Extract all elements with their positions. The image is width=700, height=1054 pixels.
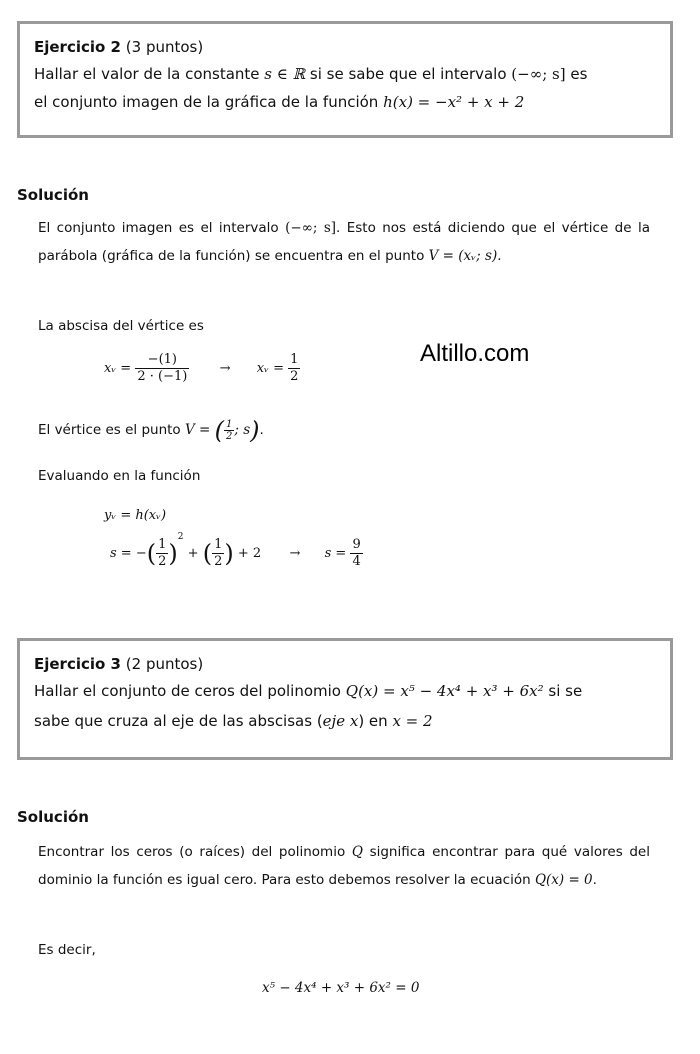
math: + [187, 546, 199, 561]
math-interval: (−∞; s] [511, 65, 566, 83]
denominator: 2 [290, 369, 299, 384]
arrow: → [289, 546, 301, 561]
solution-1-paragraph-4: Evaluando en la función [38, 468, 201, 484]
equation-s: s = −( $\frac{1}{2}$ )$^2$ + ( $\frac{1}{2}$ ) + 2 → s = $\frac{9}{4}$ [110, 532, 361, 569]
math-function: h(x) = −x² + x + 2 [383, 93, 525, 111]
watermark-logo: Altillo.com [420, 340, 530, 367]
denominator: 4 [352, 554, 361, 569]
text: El conjunto imagen es el intervalo [38, 220, 286, 236]
numerator: 9 [352, 537, 361, 552]
equation-polynomial: x⁵ − 4x⁴ + x³ + 6x² = 0 [262, 980, 420, 996]
exercise-2-title [34, 36, 656, 58]
solution-2-paragraph-2: Es decir, [38, 942, 96, 958]
equation-yv: yᵥ = h(xᵥ) [104, 508, 167, 523]
exercise-points: (2 puntos) [125, 655, 204, 673]
math-eje-x: eje x [322, 712, 359, 730]
text: si se sabe que el intervalo [305, 65, 512, 83]
math-interval: (−∞; s] [285, 220, 337, 236]
math: s = − [110, 546, 147, 561]
math-q-equation: Q(x) = 0 [534, 872, 593, 888]
math: s = [324, 546, 347, 561]
fraction [288, 352, 300, 385]
text: si se [543, 682, 583, 700]
text: Hallar el valor de la constante [34, 65, 265, 83]
solution-1-paragraph-1: El conjunto imagen es el intervalo (−∞; s]. Esto nos está diciendo que el vértice de la parábola (gráfica de la función) se encuentra en el punto V = (xᵥ; s). [38, 220, 650, 264]
math: xᵥ = [104, 361, 132, 376]
math-vertex: V = (xᵥ; s) [428, 248, 498, 264]
exercise-3-box [17, 638, 673, 760]
math: + 2 [237, 546, 262, 561]
math-q: Q [351, 844, 363, 860]
math-vertex-point: V = ( $\frac{1}{2}$ ; s) [184, 416, 260, 445]
math: xᵥ = [256, 361, 284, 376]
text: . Esto nos está diciendo que el vértice de la parábola (gráfica de la función) se encuentra en el punto [38, 220, 650, 264]
text: . [592, 872, 597, 888]
text: El vértice es el punto [38, 422, 185, 438]
numerator: −(1) [135, 352, 189, 369]
exercise-3-line-2 [34, 705, 656, 737]
exercise-label: Ejercicio 3 [34, 655, 121, 673]
text: el conjunto imagen de la gráfica de la función [34, 93, 384, 111]
solution-2-paragraph-1 [38, 838, 650, 894]
solution-1-paragraph-2: La abscisa del vértice es [38, 318, 204, 334]
exercise-label: Ejercicio 2 [34, 38, 121, 56]
math-s-in-r: s ∈ ℝ [264, 65, 306, 83]
text: ) en [358, 712, 393, 730]
fraction [350, 537, 362, 570]
solution-heading: Solución [17, 808, 89, 826]
solution-heading: Solución [17, 186, 89, 204]
text: Encontrar los ceros (o raíces) del polinomio [38, 844, 352, 860]
exercise-3-title [34, 653, 656, 675]
text: significa encontrar para qué valores del dominio la función es igual cero. Para esto debemos resolver la ecuación [38, 844, 650, 888]
text: es [565, 65, 588, 83]
fraction [135, 352, 189, 385]
exercise-points: (3 puntos) [125, 38, 204, 56]
exercise-3-line-1 [34, 675, 656, 707]
exercise-2-line-2 [34, 86, 656, 118]
text: . [259, 422, 264, 438]
arrow: → [219, 361, 231, 376]
text: sabe que cruza al eje de las abscisas ( [34, 712, 323, 730]
math-polynomial: Q(x) = x⁵ − 4x⁴ + x³ + 6x² [345, 682, 544, 700]
numerator: 1 [290, 352, 299, 367]
math-x-value: x = 2 [392, 712, 433, 730]
denominator: 2 · (−1) [137, 369, 188, 384]
equation-vertex-x [104, 352, 300, 385]
exercise-2-box [17, 21, 673, 138]
solution-1-paragraph-3 [38, 416, 650, 445]
text: Hallar el conjunto de ceros del polinomio [34, 682, 346, 700]
